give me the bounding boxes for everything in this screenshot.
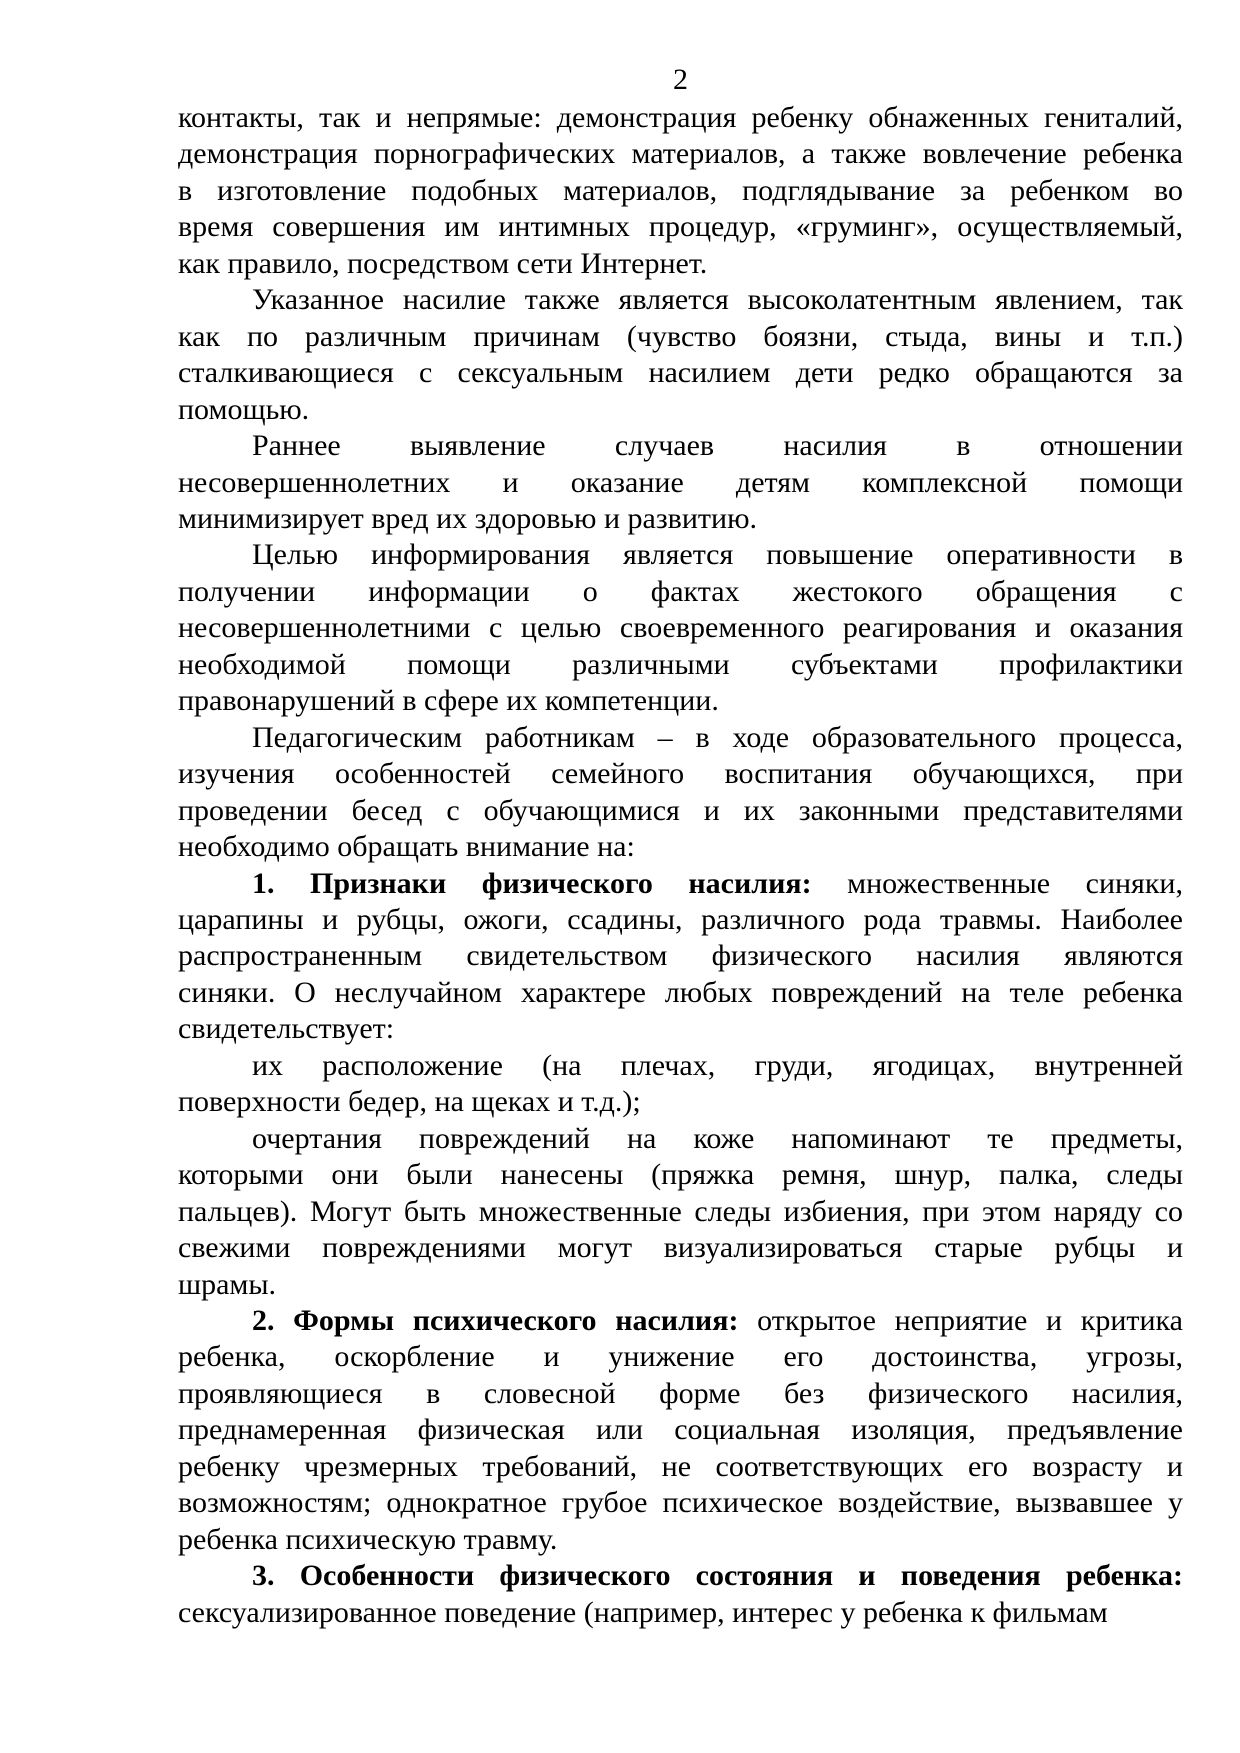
text-line: получении информации о фактах жестокого обращения с	[178, 574, 1183, 608]
paragraph	[178, 866, 1183, 1048]
text-line: 1. Признаки физического насилия: множественные синяки,	[252, 866, 1183, 900]
paragraph	[178, 1048, 1183, 1121]
bold-heading-text: 3. Особенности физического состояния и поведения ребенка:	[252, 1559, 1183, 1593]
text-line: ребенка психическую травму.	[178, 1522, 558, 1556]
paragraph	[178, 282, 1183, 428]
text-line: 2. Формы психического насилия: открытое неприятие и критика	[252, 1303, 1183, 1337]
paragraph	[178, 720, 1183, 866]
text-line: как по различным причинам (чувство боязни, стыда, вины и т.п.)	[178, 319, 1183, 353]
text-line: проведении бесед с обучающимися и их законными представителями	[178, 793, 1183, 827]
text-line: Целью информирования является повышение оперативности в	[252, 538, 1183, 572]
text-line: правонарушений в сфере их компетенции.	[178, 684, 719, 718]
paragraph	[178, 537, 1183, 719]
text-line: контакты, так и непрямые: демонстрация ребенку обнаженных гениталий,	[178, 101, 1183, 134]
text-line: как правило, посредством сети Интернет.	[178, 246, 708, 280]
text-line: изучения особенностей семейного воспитания обучающихся, при	[178, 757, 1183, 791]
text-line: демонстрация порнографических материалов, а также вовлечение ребенка	[178, 137, 1183, 171]
text-line: преднамеренная физическая или социальная изоляция, предъявление	[178, 1413, 1183, 1447]
text-line: пальцев). Могут быть множественные следы избиения, при этом наряду со	[178, 1194, 1183, 1228]
text-line	[178, 1558, 1183, 1594]
text-line: очертания повреждений на коже напоминают те предметы,	[252, 1121, 1183, 1155]
text-line: необходимо обращать внимание на:	[178, 830, 635, 864]
text-line: минимизирует вред их здоровью и развитию.	[178, 501, 757, 535]
text-line: свежими повреждениями могут визуализироваться старые рубцы и	[178, 1231, 1183, 1265]
document-body	[178, 100, 1183, 1631]
text-line: несовершеннолетними с целью своевременного реагирования и оказания	[178, 611, 1183, 645]
text-line: царапины и рубцы, ожоги, ссадины, различного рода травмы. Наиболее	[178, 902, 1183, 936]
text-line: синяки. О неслучайном характере любых повреждений на теле ребенка	[178, 975, 1183, 1009]
text-line: поверхности бедер, на щеках и т.д.);	[178, 1085, 641, 1119]
page-number: 2	[673, 63, 688, 96]
paragraph	[178, 100, 1183, 282]
text-line: ребенка, оскорбление и унижение его достоинства, угрозы,	[178, 1340, 1183, 1374]
text-line: ребенку чрезмерных требований, не соответствующих его возрасту и	[178, 1449, 1183, 1483]
paragraph	[178, 1303, 1183, 1558]
text-line: проявляющиеся в словесной форме без физического насилия,	[178, 1376, 1183, 1410]
paragraph	[178, 1121, 1183, 1303]
text-line: Указанное насилие также является высоколатентным явлением, так	[252, 283, 1183, 317]
text-line: помощью.	[178, 392, 310, 426]
text-line: Педагогическим работникам – в ходе образовательного процесса,	[252, 720, 1183, 754]
text-line: которыми они были нанесены (пряжка ремня, шнур, палка, следы	[178, 1158, 1183, 1192]
text-line: несовершеннолетних и оказание детям комплексной помощи	[178, 465, 1183, 499]
text-line: сексуализированное поведение (например, интерес у ребенка к фильмам	[178, 1595, 1108, 1629]
text-line: в изготовление подобных материалов, подглядывание за ребенком во	[178, 173, 1183, 207]
text-line: распространенным свидетельством физического насилия являются	[178, 939, 1183, 973]
bold-heading-text: 2. Формы психического насилия:	[252, 1303, 739, 1337]
text-line: сталкивающиеся с сексуальным насилием дети редко обращаются за	[178, 356, 1183, 390]
text-line: возможностям; однократное грубое психическое воздействие, вызвавшее у	[178, 1486, 1183, 1520]
text-line: свидетельствует:	[178, 1012, 395, 1046]
text-line: шрамы.	[178, 1267, 277, 1301]
text-line: необходимой помощи различными субъектами профилактики	[178, 647, 1183, 681]
paragraph	[178, 1558, 1183, 1631]
bold-heading-text: 1. Признаки физического насилия:	[252, 866, 812, 900]
text-line: время совершения им интимных процедур, «груминг», осуществляемый,	[178, 210, 1183, 244]
text-line: их расположение (на плечах, груди, ягодицах, внутренней	[252, 1048, 1183, 1082]
paragraph	[178, 428, 1183, 537]
text-line: Раннее выявление случаев насилия в отношении	[252, 429, 1183, 463]
